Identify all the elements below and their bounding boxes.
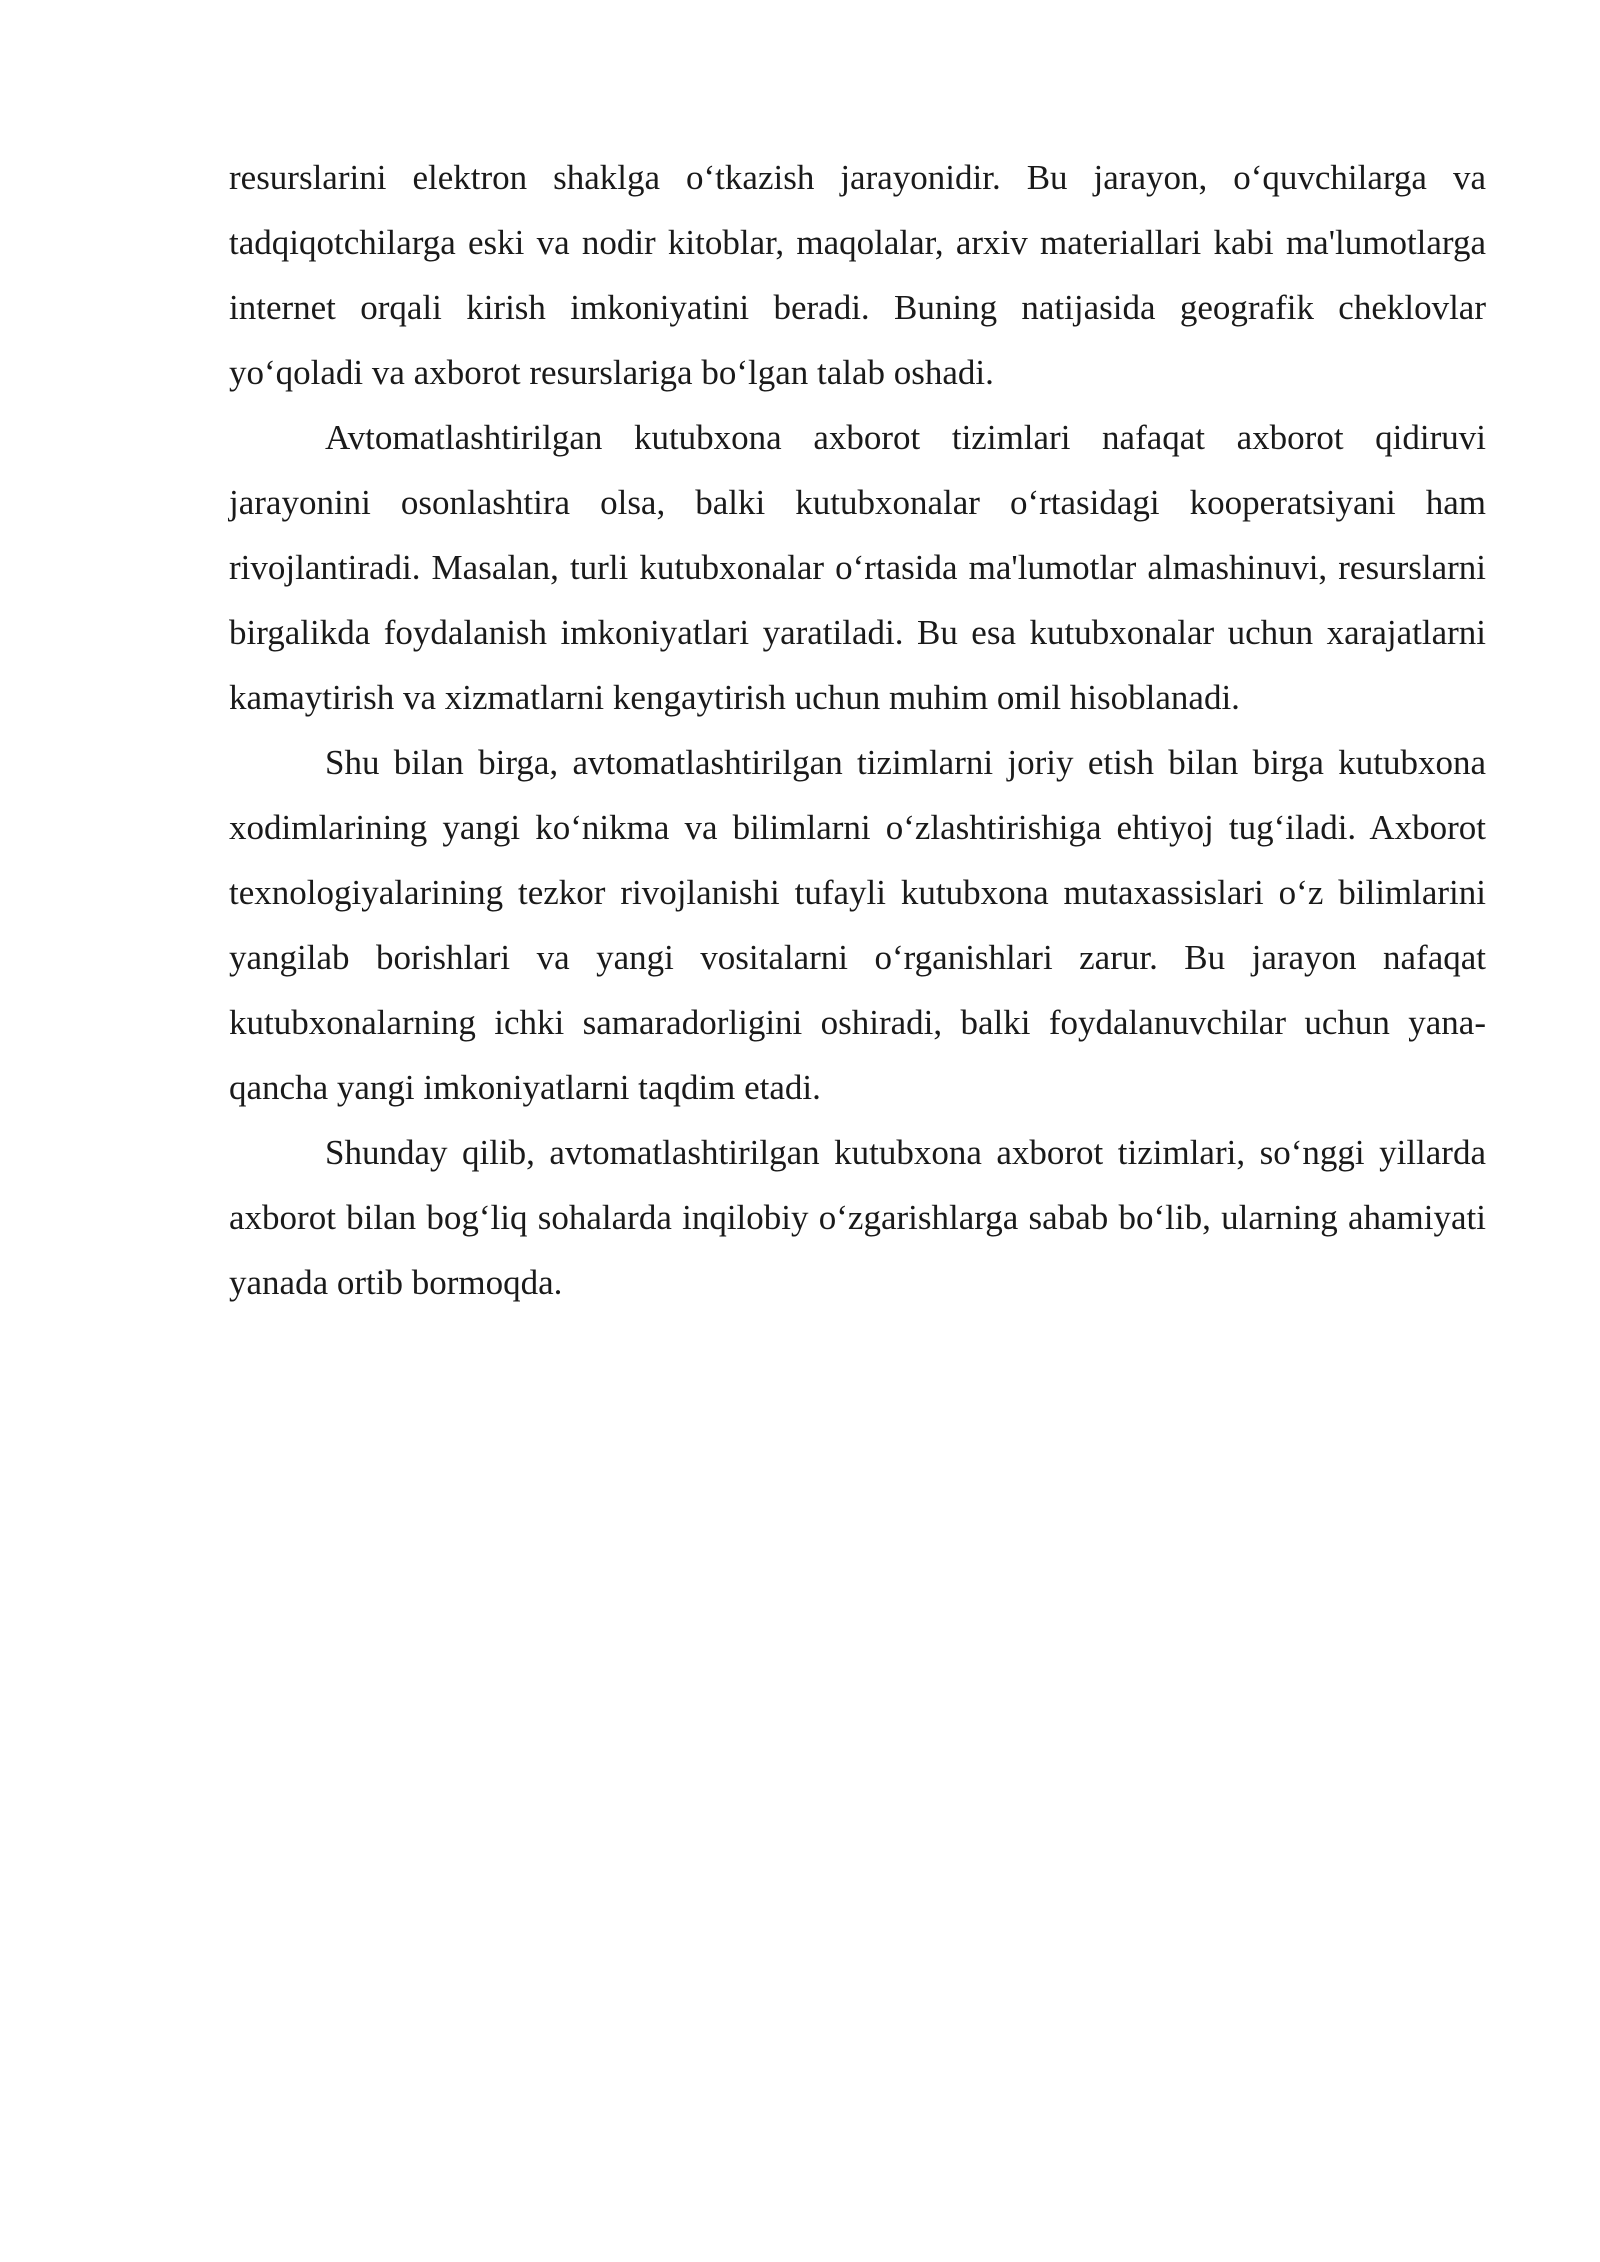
paragraph: Shunday qilib, avtomatlashtirilgan kutubxona axborot tizimlari, so‘nggi yillarda axborot bilan bog‘liq sohalarda inqilobiy o‘zgarishlarga sabab bo‘lib, ularning ahamiyati yanada ortib bormoqda. [229, 1133, 1486, 1302]
paragraph-continuation: resurslarini elektron shaklga o‘tkazish jarayonidir. Bu jarayon, o‘quvchilarga va tadqiqotchilarga eski va nodir kitoblar, maqolalar, arxiv materiallari kabi ma'lumotlarga internet orqali kirish imkoniyatini beradi. Buning natijasida geografik cheklovlar yo‘qoladi va axborot resurslariga bo‘lgan talab oshadi. [229, 158, 1486, 392]
paragraph: Shu bilan birga, avtomatlashtirilgan tizimlarni joriy etish bilan birga kutubxona xodimlarining yangi ko‘nikma va bilimlarni o‘zlashtirishiga ehtiyoj tug‘iladi. Axborot texnologiyalarining tezkor rivojlanishi tufayli kutubxona mutaxassislari o‘z bilimlarini yangilab borishlari va yangi vositalarni o‘rganishlari zarur. Bu jarayon nafaqat kutubxonalarning ichki samaradorligini oshiradi, balki foydalanuvchilar uchun yana-qancha yangi imkoniyatlarni taqdim etadi. [229, 743, 1486, 1107]
paragraph: Avtomatlashtirilgan kutubxona axborot tizimlari nafaqat axborot qidiruvi jarayonini osonlashtira olsa, balki kutubxonalar o‘rtasidagi kooperatsiyani ham rivojlantiradi. Masalan, turli kutubxonalar o‘rtasida ma'lumotlar almashinuvi, resurslarni birgalikda foydalanish imkoniyatlari yaratiladi. Bu esa kutubxonalar uchun xarajatlarni kamaytirish va xizmatlarni kengaytirish uchun muhim omil hisoblanadi. [229, 418, 1486, 717]
document-body [229, 145, 1486, 1315]
